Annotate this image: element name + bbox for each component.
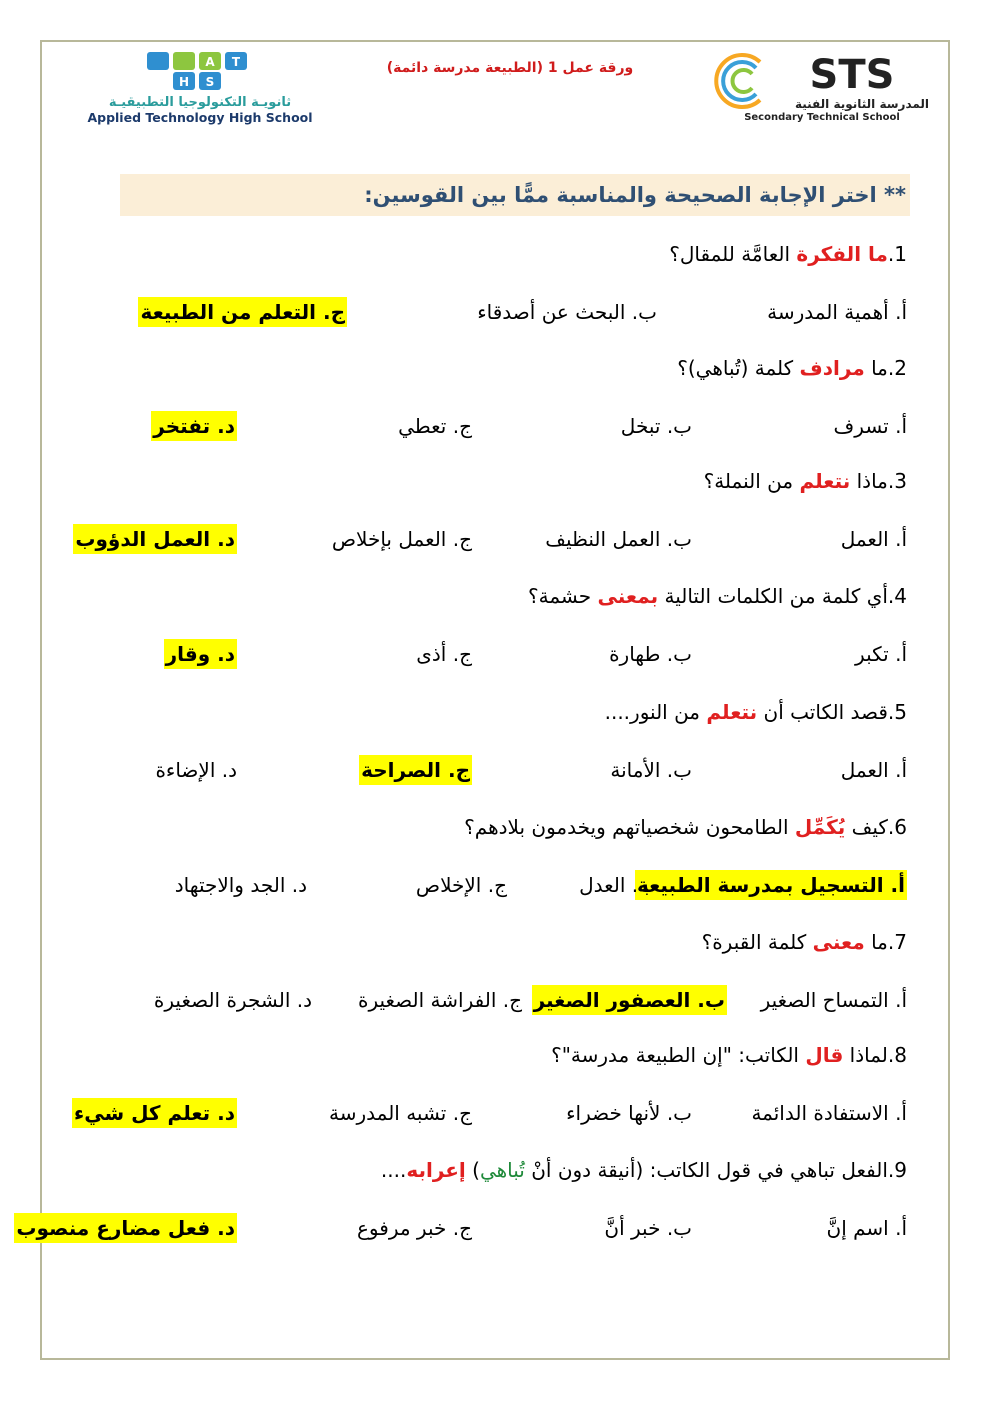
aths-logo [55,50,345,130]
answer-option[interactable]: أ. الاستفادة الدائمة [751,1101,907,1125]
question-keyword: إعرابه [406,1158,466,1182]
answer-option-correct[interactable]: د. العمل الدؤوب [73,524,237,554]
sts-arabic-name: المدرسة الثانوية الفنية [794,97,930,111]
question-keyword: معنى [812,930,865,954]
answer-option[interactable]: أ. اسم إنَّ [826,1216,907,1240]
sts-logo-mark [712,52,932,122]
sts-letters: STS [809,52,895,98]
worksheet-title: ورقة عمل 1 (الطبيعة مدرسة دائمة) [386,60,634,76]
answer-option[interactable]: ب. العمل النظيف [545,527,692,551]
question-keyword: يُكَمِّل [794,815,846,839]
question-text: الكاتب: "إن الطبيعة مدرسة"؟ [551,1043,806,1067]
question-2 [677,353,907,383]
sts-english-name: Secondary Technical School [744,112,900,122]
answer-option[interactable]: ج. العمل بإخلاص [331,527,472,551]
question-text: الطامحون شخصياتهم ويخدمون بلادهم؟ [464,815,795,839]
answer-option[interactable]: ج. الإخلاص [415,873,507,897]
question-keyword: بمعنى [597,584,659,608]
logo-letter: A [205,55,215,69]
question-number: 7. [887,930,907,954]
logo-letter: T [231,55,241,69]
question-5 [605,697,907,727]
answer-option-correct[interactable]: د. تعلم كل شيء [72,1098,237,1128]
question-6 [464,812,907,842]
answer-option-correct[interactable]: د. وقار [164,639,237,669]
aths-arabic-name: ثانويـة التكنولوجيا التطبيقيـة [108,95,292,110]
logo-letter: S [205,75,215,89]
answer-option[interactable]: ج. تعطي [398,414,472,438]
question-text: .... [380,1158,407,1182]
answer-option-correct[interactable]: د. تفتخر [151,411,237,441]
answer-option[interactable]: ب. خبر أنَّ [604,1216,692,1240]
answer-option[interactable]: د. الجد والاجتهاد [174,873,307,897]
question-keyword: نتعلم [799,469,851,493]
question-text: ما [864,930,888,954]
question-4 [528,581,907,611]
answer-option-correct[interactable]: أ. التسجيل بمدرسة الطبيعة [635,870,907,900]
question-text: ) [465,1158,480,1182]
question-9 [381,1155,907,1185]
question-text: ما [864,356,888,380]
question-text: لماذا [843,1043,888,1067]
question-text: العامَّة للمقال؟ [669,242,797,266]
question-text: كلمة القبرة؟ [701,930,813,954]
question-1 [669,239,907,269]
question-3 [704,466,907,496]
answer-option[interactable]: أ. تكبر [855,642,907,666]
answer-option-correct[interactable]: د. فعل مضارع منصوب [14,1213,237,1243]
answer-option[interactable]: أ. العمل [840,527,907,551]
answer-option[interactable]: ب. لأنها خضراء [566,1101,692,1125]
question-text: كيف [845,815,888,839]
question-text: من النور.... [604,700,707,724]
sts-logo [712,52,932,122]
question-text: تُباهي [479,1158,525,1182]
answer-option[interactable]: ج. تشبه المدرسة [329,1101,472,1125]
answer-option[interactable]: أ. العمل [840,758,907,782]
question-number: 4. [887,584,907,608]
answer-option[interactable]: أ. التمساح الصغير [760,988,907,1012]
answer-option[interactable]: د. الشجرة الصغيرة [153,988,312,1012]
answer-option[interactable]: ج. أذى [416,642,472,666]
question-number: 9. [887,1158,907,1182]
question-text: ماذا [850,469,888,493]
question-8 [551,1040,907,1070]
answer-option[interactable]: أ. تسرف [833,414,907,438]
question-number: 5. [887,700,907,724]
answer-option[interactable]: ب. طهارة [609,642,692,666]
answer-option[interactable]: أ. أهمية المدرسة [767,300,907,324]
answer-option-correct[interactable]: ب. العصفور الصغير [532,985,727,1015]
answer-option-correct[interactable]: ج. الصراحة [359,755,472,785]
aths-english-name: Applied Technology High School [87,110,313,125]
question-number: 2. [887,356,907,380]
question-keyword: قال [805,1043,844,1067]
question-number: 3. [887,469,907,493]
question-keyword: مرادف [799,356,865,380]
question-number: 1. [887,242,907,266]
instruction-heading: ** اختر الإجابة الصحيحة والمناسبة ممًّا بين القوسين: [120,174,910,216]
aths-logo-mark [55,50,345,130]
question-keyword: ما الفكرة [796,242,888,266]
answer-option[interactable]: ب. الأمانة [610,758,692,782]
answer-option-correct[interactable]: ج. التعلم من الطبيعة [138,297,347,327]
question-text: الفعل تباهي في قول الكاتب: (أنيقة دون أنْ [524,1158,888,1182]
question-number: 8. [887,1043,907,1067]
answer-option[interactable]: ب. العدل [579,873,657,897]
answer-option[interactable]: ج. الفراشة الصغيرة [357,988,522,1012]
question-keyword: نتعلم [706,700,758,724]
answer-option[interactable]: ب. البحث عن أصدقاء [477,300,657,324]
logo-letter: H [178,75,190,89]
question-text: قصد الكاتب أن [757,700,888,724]
question-text: أي كلمة من الكلمات التالية [658,584,888,608]
answer-option[interactable]: ج. خبر مرفوع [357,1216,472,1240]
answer-option[interactable]: د. الإضاءة [155,758,237,782]
question-number: 6. [887,815,907,839]
question-7 [702,927,907,957]
answer-option[interactable]: ب. تبخل [620,414,692,438]
question-text: حشمة؟ [528,584,598,608]
question-text: كلمة (تُباهي)؟ [677,356,800,380]
question-text: من النملة؟ [703,469,800,493]
